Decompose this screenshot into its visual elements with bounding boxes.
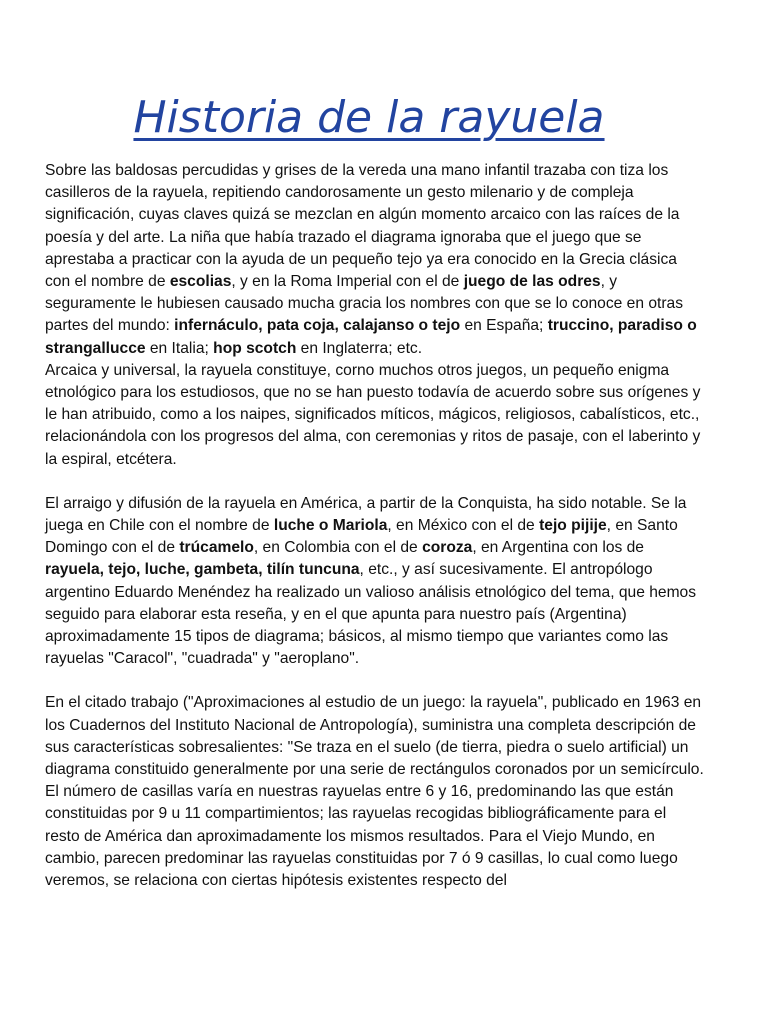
document-body — [45, 160, 705, 892]
text-run: Sobre las baldosas percudidas y grises de la vereda una mano infantil trazaba con tiza los casilleros de la rayuela, repitiendo candorosamente un gesto milenario y de compleja significación, cuyas claves quizá se mezclan en algún momento arcaico con las raíces de la poesía y del arte. La niña que había trazado el diagrama ignoraba que el juego que se aprestaba a practicar con la ayuda de un pequeño tejo ya era conocido en la Grecia clásica con el nombre de — [45, 162, 680, 291]
text-run: , en Colombia con el de — [253, 539, 423, 557]
bold-term: trúcamelo — [179, 539, 254, 557]
text-run: , en Argentina con los de — [472, 539, 644, 557]
bold-term: truccino, paradiso o strangallucce — [45, 317, 697, 357]
bold-term: hop scotch — [213, 339, 297, 357]
page-title: Historia de la rayuela — [133, 92, 605, 143]
bold-term: escolias — [169, 273, 232, 291]
text-run: , etc., y así sucesivamente. El antropólogo argentino Eduardo Menéndez ha realizado un valioso análisis etnológico del tema, que hemos seguido para elaborar esta reseña, y en el que apunta para nuestro país (Argentina) aproximadamente 15 tipos de diagrama; básicos, al mismo tiempo que variantes como las rayuelas "Caracol", "cuadrada" y "aeroplano". — [45, 561, 697, 668]
text-run: en España; — [460, 317, 548, 335]
bold-term: rayuela, tejo, luche, gambeta, tilín tuncuna — [45, 561, 360, 579]
text-run: en Inglaterra; etc. — [296, 339, 423, 357]
paragraph-3 — [45, 493, 705, 671]
bold-term: coroza — [422, 539, 473, 557]
paragraph-spacer — [45, 670, 705, 692]
paragraph-spacer — [45, 471, 705, 493]
bold-term: juego de las odres — [463, 273, 601, 291]
bold-term: luche o Mariola — [273, 517, 388, 535]
text-run: en Italia; — [145, 339, 214, 357]
text-run: El arraigo y difusión de la rayuela en América, a partir de la Conquista, ha sido notable. Se la juega en Chile con el nombre de — [45, 494, 687, 535]
paragraph-4: En el citado trabajo ("Aproximaciones al estudio de un juego: la rayuela", publicado en 1963 en los Cuadernos del Instituto Nacional de Antropología), suministra una completa descripción de sus características sobresalientes: "Se traza en el suelo (de tierra, piedra o suelo artificial) un diagrama constituido generalmente por una serie de rectángulos coronados por un semicírculo. El número de casillas varía en nuestras rayuelas entre 6 y 16, predominando las que están constituidas por 9 u 11 compartimientos; las rayuelas recogidas bibliográficamente para el resto de América dan aproximadamente los mismos resultados. Para el Viejo Mundo, en cambio, parecen predominar las rayuelas constituidas por 7 ó 9 casillas, lo cual como luego veremos, se relaciona con ciertas hipótesis existentes respecto del — [45, 694, 704, 890]
paragraph-2: Arcaica y universal, la rayuela constituye, corno muchos otros juegos, un pequeño enigma etnológico para los estudiosos, que no se han puesto todavía de acuerdo sobre sus orígenes y le han atribuido, como a los naipes, significados míticos, mágicos, religiosos, cabalísticos, etc., relacionándola con los progresos del alma, con ceremonias y ritos de pasaje, con el laberinto y la espiral, etcétera. — [45, 361, 701, 468]
paragraph-1 — [45, 160, 705, 360]
text-run: , y seguramente le hubiesen causado mucha gracia los nombres con que se lo conoce en otras partes del mundo: — [45, 273, 684, 335]
bold-term: tejo pijije — [539, 517, 607, 535]
text-run: , en México con el de — [387, 517, 540, 535]
text-run: , y en la Roma Imperial con el de — [231, 273, 464, 291]
text-run: , en Santo Domingo con el de — [45, 517, 678, 557]
bold-term: infernáculo, pata coja, calajanso o tejo — [174, 317, 461, 335]
